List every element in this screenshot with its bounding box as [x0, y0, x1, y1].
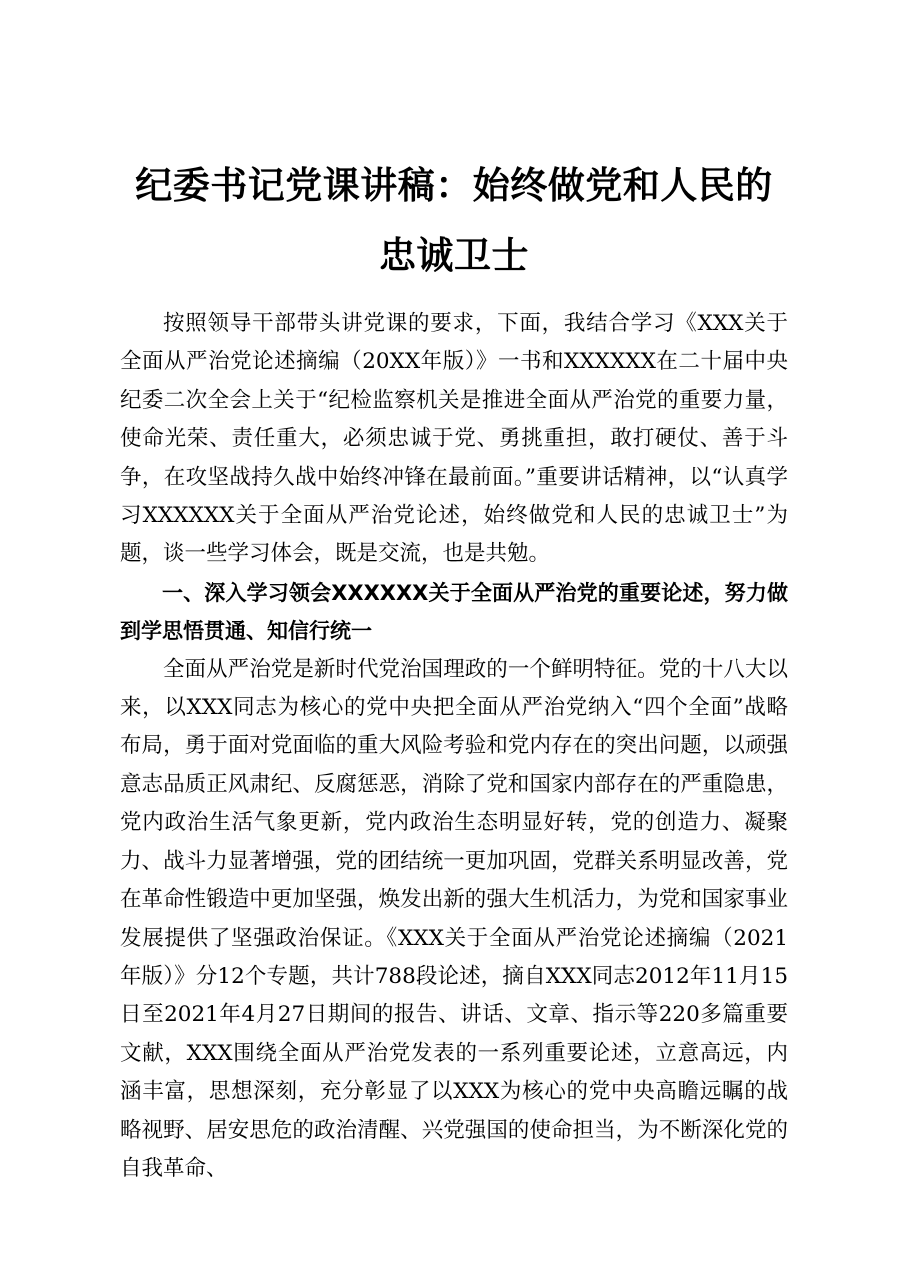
section-1-paragraph: 全面从严治党是新时代党治国理政的一个鲜明特征。党的十八大以来，以XXX同志为核心的党中央把全面从严治党纳入“四个全面”战略布局，勇于面对党面临的重大风险考验和党内存在的突出问题，以顽强意志品质正风肃纪、反腐惩恶，消除了党和国家内部存在的严重隐患，党内政治生活气象更新，党内政治生态明显好转，党的创造力、凝聚力、战斗力显著增强，党的团结统一更加巩固，党群关系明显改善，党在革命性锻造中更加坚强，焕发出新的强大生机活力，为党和国家事业发展提供了坚强政治保证。《XXX关于全面从严治党论述摘编（2021年版）》分12个专题，共计788段论述，摘自XXX同志2012年11月15日至2021年4月27日期间的报告、讲话、文章、指示等220多篇重要文献，XXX围绕全面从严治党发表的一系列重要论述，立意高远，内涵丰富，思想深刻，充分彰显了以XXX为核心的党中央高瞻远瞩的战略视野、居安思危的政治清醒、兴党强国的使命担当，为不断深化党的自我革命、 — [120, 656, 788, 1181]
document-body — [120, 305, 788, 1188]
intro-paragraph: 按照领导干部带头讲党课的要求，下面，我结合学习《XXX关于全面从严治党论述摘编（20XX年版）》一书和XXXXXX在二十届中央纪委二次全会上关于“纪检监察机关是推进全面从严治党的重要力量，使命光荣、责任重大，必须忠诚于党、勇挑重担，敢打硬仗、善于斗争，在攻坚战持久战中始终冲锋在最前面。”重要讲话精神，以“认真学习XXXXXX关于全面从严治党论述，始终做党和人民的忠诚卫士”为题，谈一些学习体会，既是交流，也是共勉。 — [120, 311, 788, 567]
document-title: 纪委书记党课讲稿：始终做党和人民的忠诚卫士 — [135, 163, 773, 277]
section-heading-1: 一、深入学习领会XXXXXX关于全面从严治党的重要论述，努力做到学思悟贯通、知信行统一 — [120, 580, 788, 644]
